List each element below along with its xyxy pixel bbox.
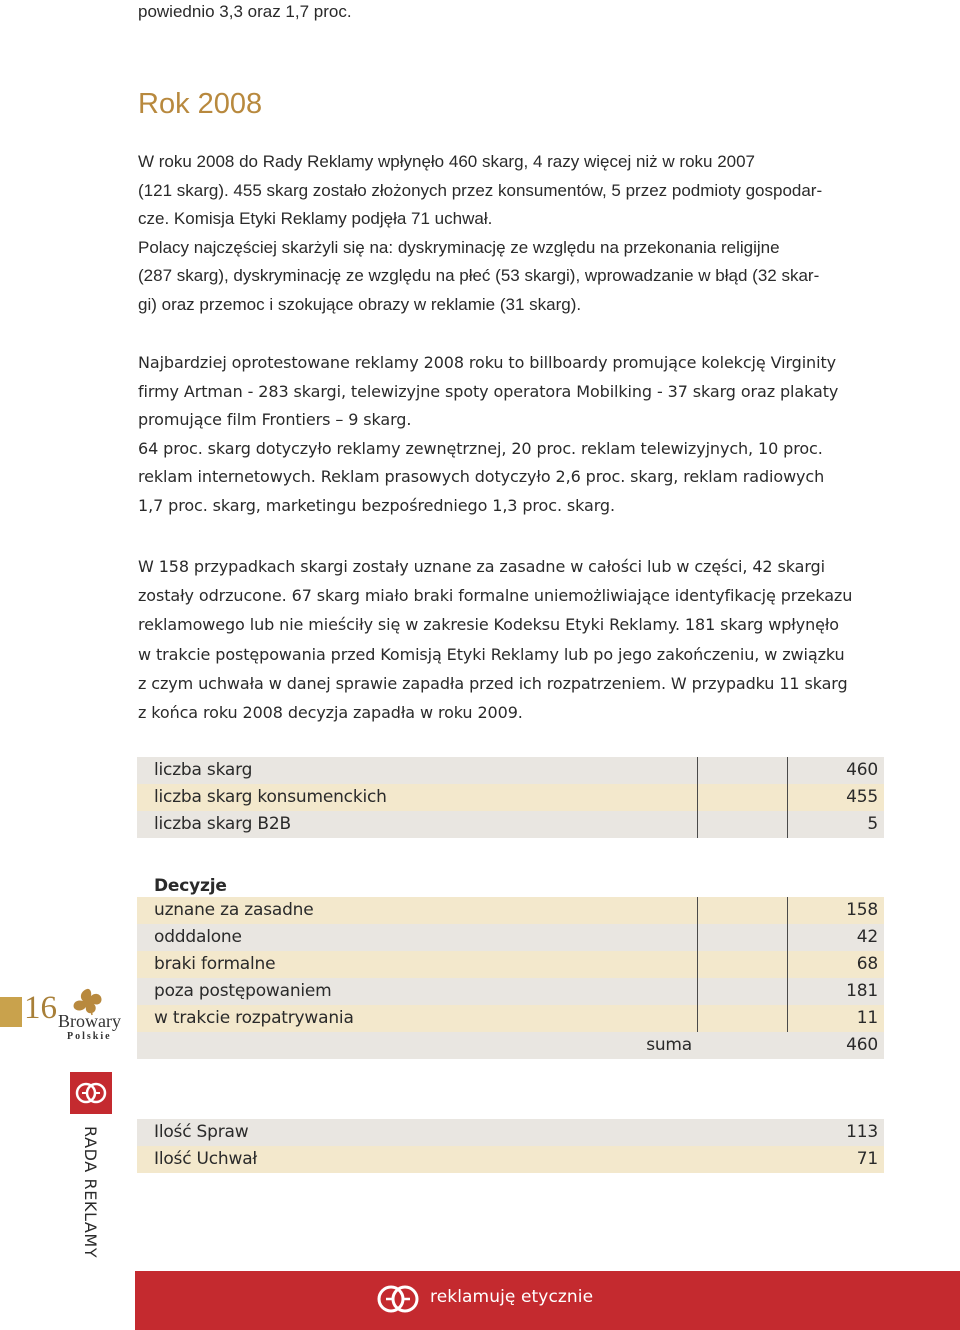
paragraph-line: Polacy najczęściej skarżyli się na: dyskryminację ze względu na przekonania religijne xyxy=(138,237,780,257)
column-divider xyxy=(787,924,788,951)
column-divider xyxy=(697,897,698,924)
row-label: w trakcie rozpatrywania xyxy=(154,1008,354,1028)
rada-reklamy-logo xyxy=(70,1072,112,1114)
column-divider xyxy=(697,757,698,784)
paragraph-line: zostały odrzucone. 67 skarg miało braki formalne uniemożliwiające identyfikację przekazu xyxy=(138,586,853,606)
paragraph-line: (287 skarg), dyskryminację ze względu na płeć (53 skargi), wprowadzanie w błąd (32 skar- xyxy=(138,266,820,285)
row-value: 42 xyxy=(856,927,878,947)
paragraph-line: (121 skarg). 455 skarg zostało złożonych przez konsumentów, 5 przez podmioty gospodar- xyxy=(138,180,823,200)
row-value: 11 xyxy=(856,1008,878,1028)
rings-icon xyxy=(70,1072,112,1114)
table-row xyxy=(137,951,884,978)
row-value: 71 xyxy=(856,1149,878,1169)
column-divider xyxy=(787,757,788,784)
table-row xyxy=(137,978,884,1005)
paragraph-line: reklamowego lub nie mieściły się w zakresie Kodeksu Etyki Reklamy. 181 skarg wpłynęło xyxy=(138,615,839,635)
paragraph-line: firmy Artman - 283 skargi, telewizyjne spoty operatora Mobilking - 37 skarg oraz plakaty xyxy=(138,381,839,401)
polskie-word: Polskie xyxy=(67,1031,112,1042)
paragraph-1 xyxy=(138,148,884,319)
paragraph-line: z czym uchwała w danej sprawie zapadła przed ich rozpatrzeniem. W przypadku 11 skarg xyxy=(138,673,848,693)
row-label: Ilość Spraw xyxy=(154,1122,249,1142)
paragraph-line: cze. Komisja Etyki Reklamy podjęła 71 uchwał. xyxy=(138,209,493,228)
paragraph-line: z końca roku 2008 decyzja zapadła w roku 2009. xyxy=(138,703,523,723)
page-number: 16 xyxy=(24,990,57,1026)
rings-logo-icon xyxy=(375,1281,421,1317)
page-number-bar xyxy=(0,997,22,1027)
browary-word: Browary xyxy=(58,1011,121,1031)
row-label: braki formalne xyxy=(154,954,276,974)
column-divider xyxy=(697,811,698,838)
table-row xyxy=(137,757,884,784)
table-title: Decyzje xyxy=(154,876,227,896)
table-row xyxy=(137,811,884,838)
table-row xyxy=(137,1005,884,1032)
table-row xyxy=(137,924,884,951)
column-divider xyxy=(787,784,788,811)
paragraph-line: W roku 2008 do Rady Reklamy wpłynęło 460 skarg, 4 razy więcej niż w roku 2007 xyxy=(138,152,756,171)
paragraph-line: Najbardziej oprotestowane reklamy 2008 roku to billboardy promujące kolekcję Virginity xyxy=(138,353,836,372)
row-label: uznane za zasadne xyxy=(154,900,314,920)
row-value: 5 xyxy=(867,814,878,834)
paragraph-3 xyxy=(138,552,884,727)
row-value: 113 xyxy=(846,1122,878,1142)
column-divider xyxy=(697,978,698,1005)
row-label: Ilość Uchwał xyxy=(154,1149,258,1169)
sum-value: 460 xyxy=(846,1035,878,1055)
vertical-label-text: RADA REKLAMY xyxy=(81,1126,100,1259)
section-heading: Rok 2008 xyxy=(138,88,263,120)
complaints-table xyxy=(137,757,884,838)
table-row xyxy=(137,1146,884,1173)
row-label: liczba skarg xyxy=(154,760,253,780)
row-label: poza postępowaniem xyxy=(154,981,332,1001)
paragraph-line: promujące film Frontiers – 9 skarg. xyxy=(138,410,412,429)
column-divider xyxy=(697,1005,698,1032)
paragraph-line: W 158 przypadkach skargi zostały uznane za zasadne w całości lub w części, 42 skargi xyxy=(138,557,825,576)
sum-label: suma xyxy=(646,1035,692,1055)
row-label: liczba skarg konsumenckich xyxy=(154,787,387,807)
row-value: 181 xyxy=(846,981,878,1001)
table-row xyxy=(137,1119,884,1146)
top-line-text: powiednio 3,3 oraz 1,7 proc. xyxy=(138,2,352,21)
row-label: liczba skarg B2B xyxy=(154,814,291,834)
cases-table xyxy=(137,1119,884,1173)
column-divider xyxy=(697,924,698,951)
table-header-row xyxy=(137,871,884,897)
row-value: 455 xyxy=(846,787,878,807)
column-divider xyxy=(787,897,788,924)
paragraph-line: gi) oraz przemoc i szokujące obrazy w reklamie (31 skarg). xyxy=(138,294,582,314)
decisions-table xyxy=(137,871,884,1059)
table-sum-row xyxy=(137,1032,884,1059)
row-label: odddalone xyxy=(154,927,242,947)
table-row xyxy=(137,784,884,811)
column-divider xyxy=(787,811,788,838)
rada-reklamy-vertical-label xyxy=(80,1126,100,1266)
row-value: 68 xyxy=(856,954,878,974)
column-divider xyxy=(697,784,698,811)
paragraph-line: 1,7 proc. skarg, marketingu bezpośredniego 1,3 proc. skarg. xyxy=(138,495,615,515)
footer-slogan: reklamuję etycznie xyxy=(430,1287,594,1307)
column-divider xyxy=(697,951,698,978)
column-divider xyxy=(787,1005,788,1032)
paragraph-2 xyxy=(138,349,884,520)
row-value: 158 xyxy=(846,900,878,920)
footer-band xyxy=(135,1271,960,1330)
column-divider xyxy=(787,978,788,1005)
table-row xyxy=(137,897,884,924)
paragraph-line: 64 proc. skarg dotyczyło reklamy zewnętrznej, 20 proc. reklam telewizyjnych, 10 proc. xyxy=(138,438,823,458)
paragraph-line: w trakcie postępowania przed Komisją Etyki Reklamy lub po jego zakończeniu, w związku xyxy=(138,644,845,664)
row-value: 460 xyxy=(846,760,878,780)
column-divider xyxy=(787,951,788,978)
paragraph-line: reklam internetowych. Reklam prasowych dotyczyło 2,6 proc. skarg, reklam radiowych xyxy=(138,467,825,486)
